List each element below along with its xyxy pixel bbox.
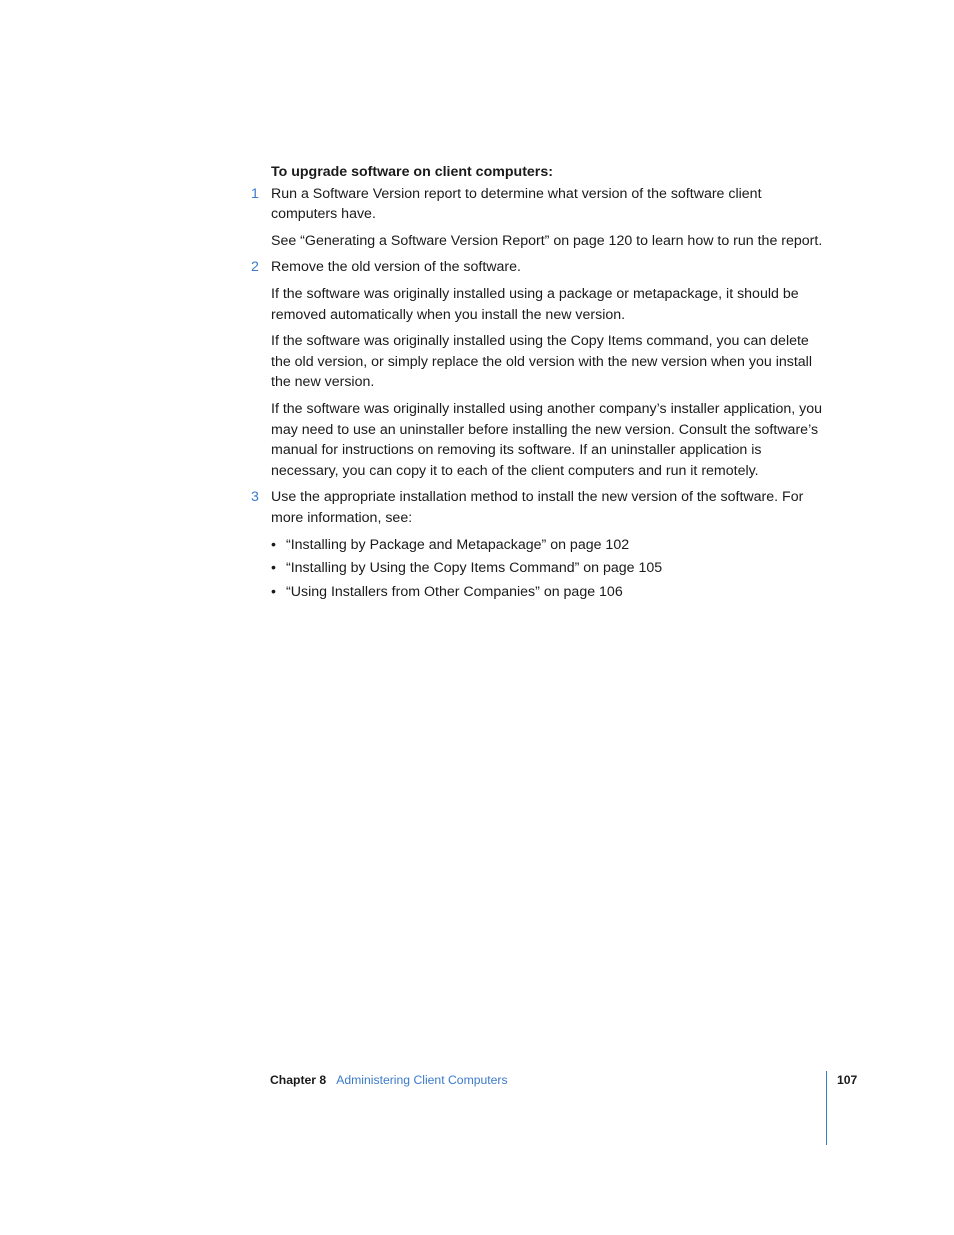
step-2-note-package: If the software was originally installed using a package or metapackage, it should be removed automatically when you install the new version. [271,285,799,323]
cross-reference-link[interactable]: “Installing by Package and Metapackage” on page 102 [286,536,630,553]
step-number: 3 [251,489,259,506]
step-number: 1 [251,185,259,202]
page-number: 107 [837,1073,858,1087]
footer-divider [826,1071,827,1145]
step-3 [251,487,831,602]
step-instruction: Use the appropriate installation method to install the new version of the software. For more information, see: [271,489,804,526]
step-1-text [251,184,831,225]
reference-list [271,535,831,603]
list-item[interactable] [271,582,831,603]
step-1 [251,184,831,252]
bullet-icon: • [271,583,276,600]
cross-reference-link[interactable]: “Installing by Using the Copy Items Command” on page 105 [286,560,663,577]
procedure-heading: To upgrade software on client computers: [271,164,553,180]
cross-reference-link[interactable]: “Using Installers from Other Companies” on page 106 [286,583,623,600]
step-2-text [251,257,831,278]
chapter-title-link[interactable]: Administering Client Computers [336,1073,508,1087]
step-1-note: See “Generating a Software Version Report” on page 120 to learn how to run the report. [271,232,823,249]
chapter-label: Chapter 8 [270,1073,327,1087]
bullet-icon: • [271,536,276,553]
step-instruction: Remove the old version of the software. [271,259,521,276]
page-body [251,162,831,605]
step-instruction: Run a Software Version report to determine what version of the software client computers have. [271,185,762,223]
step-2-note-other-installer: If the software was originally installed using another company’s installer application, you may need to use an uninstaller before installing the new version. Consult the software’s manual for instructions on removing its software. If an uninstaller application is necessary, you can copy it to each of the client computers and run it remotely. [271,400,822,479]
step-3-text [251,487,831,528]
page-footer [270,1071,508,1089]
step-2 [251,257,831,481]
list-item[interactable] [271,535,831,556]
step-2-note-copy-items: If the software was originally installed using the Copy Items command, you can delete the old version, or simply replace the old version with the new version when you install the new version. [271,333,812,391]
list-item[interactable] [271,558,831,579]
step-number: 2 [251,259,259,276]
bullet-icon: • [271,560,276,577]
